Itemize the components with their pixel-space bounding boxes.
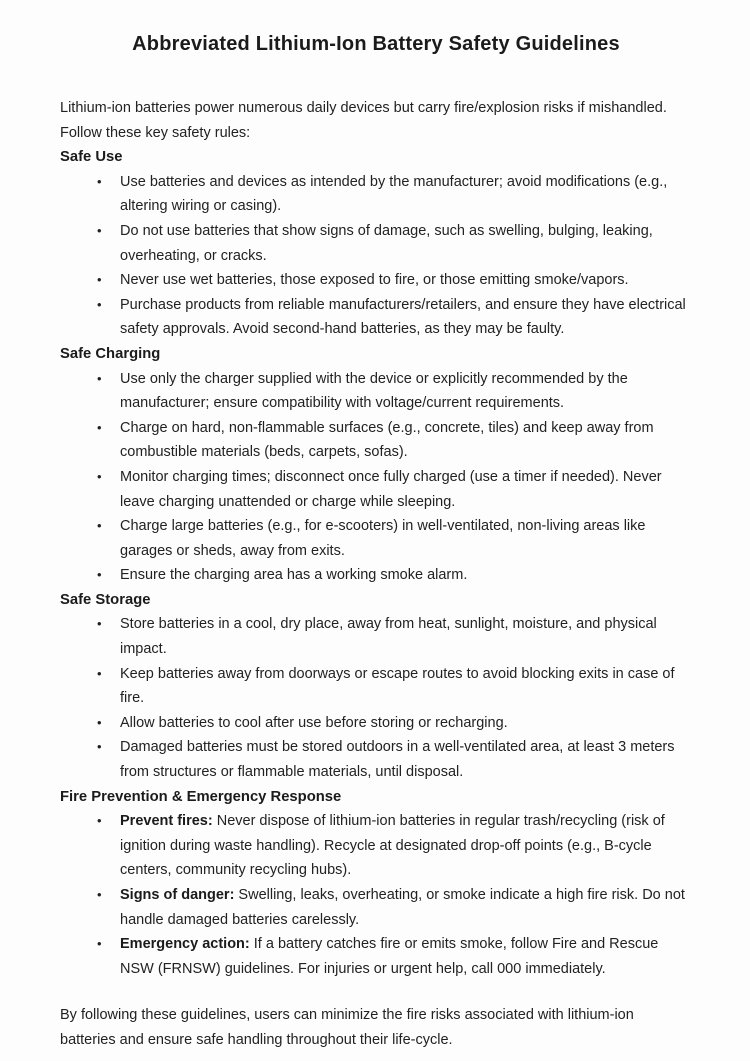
list-item bbox=[60, 809, 692, 883]
list-item bbox=[60, 219, 692, 268]
list-item bbox=[60, 465, 692, 514]
bullet-text: Allow batteries to cool after use before storing or recharging. bbox=[120, 714, 508, 731]
list-item bbox=[60, 883, 692, 932]
list-item bbox=[60, 170, 692, 219]
bullet-text: Charge large batteries (e.g., for e-scooters) in well-ventilated, non-living areas like garages or sheds, away from exits. bbox=[120, 518, 646, 559]
bullet-text: Damaged batteries must be stored outdoors in a well-ventilated area, at least 3 meters from structures or flammable materials, until disposal. bbox=[120, 739, 675, 781]
list-item bbox=[60, 367, 692, 416]
section-heading-safe-use: Safe Use bbox=[60, 149, 123, 166]
bullet-text: Ensure the charging area has a working smoke alarm. bbox=[120, 567, 468, 584]
bullet-list-safe-charging bbox=[60, 367, 692, 588]
intro-paragraph: Lithium-ion batteries power numerous daily devices but carry fire/explosion risks if mishandled. Follow these key safety rules: bbox=[60, 100, 667, 141]
bullet-list-safe-use bbox=[60, 170, 692, 342]
bullet-text: Never use wet batteries, those exposed to fire, or those emitting smoke/vapors. bbox=[120, 272, 629, 289]
list-item bbox=[60, 932, 692, 981]
bullet-lead: Signs of danger: bbox=[120, 887, 235, 903]
list-item bbox=[60, 612, 692, 661]
bullet-list-safe-storage bbox=[60, 612, 692, 784]
bullet-lead: Emergency action: bbox=[120, 936, 250, 953]
bullet-text: Charge on hard, non-flammable surfaces (e.g., concrete, tiles) and keep away from combustible materials (beds, carpets, sofas). bbox=[120, 419, 654, 461]
bullet-text: If a battery catches fire or emits smoke, follow Fire and Rescue NSW (FRNSW) guidelines. For injuries or urgent help, call 000 immediately. bbox=[120, 936, 659, 977]
bullet-text: Swelling, leaks, overheating, or smoke indicate a high fire risk. Do not handle damaged batteries carelessly. bbox=[120, 887, 685, 928]
closing-paragraph: By following these guidelines, users can minimize the fire risks associated with lithium-ion batteries and ensure safe handling throughout their life-cycle. bbox=[60, 1007, 634, 1048]
bullet-list-fire-prevention bbox=[60, 809, 692, 981]
bullet-text: Purchase products from reliable manufacturers/retailers, and ensure they have electrical safety approvals. Avoid second-hand batteries, as they may be faulty. bbox=[120, 296, 686, 338]
list-item bbox=[60, 711, 692, 736]
bullet-text: Monitor charging times; disconnect once fully charged (use a timer if needed). Never leave charging unattended or charge while sleeping. bbox=[120, 468, 662, 510]
bullet-text: Use only the charger supplied with the device or explicitly recommended by the manufacturer; ensure compatibility with voltage/current requirements. bbox=[120, 370, 628, 412]
bullet-text: Do not use batteries that show signs of damage, such as swelling, bulging, leaking, overheating, or cracks. bbox=[120, 222, 653, 264]
list-item bbox=[60, 268, 692, 293]
page-title: Abbreviated Lithium-Ion Battery Safety Guidelines bbox=[132, 33, 620, 55]
bullet-text: Store batteries in a cool, dry place, away from heat, sunlight, moisture, and physical impact. bbox=[120, 616, 657, 658]
bullet-text: Never dispose of lithium-ion batteries in regular trash/recycling (risk of ignition during waste handling). Recycle at designated drop-off points (e.g., B-cycle centers, community recycling hubs). bbox=[120, 813, 665, 879]
list-item bbox=[60, 662, 692, 711]
list-item bbox=[60, 735, 692, 784]
section-heading-safe-charging: Safe Charging bbox=[60, 345, 161, 362]
bullet-lead: Prevent fires: bbox=[120, 813, 213, 830]
list-item bbox=[60, 293, 692, 342]
list-item bbox=[60, 514, 692, 563]
list-item bbox=[60, 416, 692, 465]
list-item bbox=[60, 563, 692, 588]
bullet-text: Keep batteries away from doorways or escape routes to avoid blocking exits in case of fire. bbox=[120, 665, 675, 707]
bullet-text: Use batteries and devices as intended by the manufacturer; avoid modifications (e.g., altering wiring or casing). bbox=[120, 173, 668, 215]
section-heading-fire-prevention: Fire Prevention & Emergency Response bbox=[60, 788, 342, 805]
section-heading-safe-storage: Safe Storage bbox=[60, 591, 151, 608]
